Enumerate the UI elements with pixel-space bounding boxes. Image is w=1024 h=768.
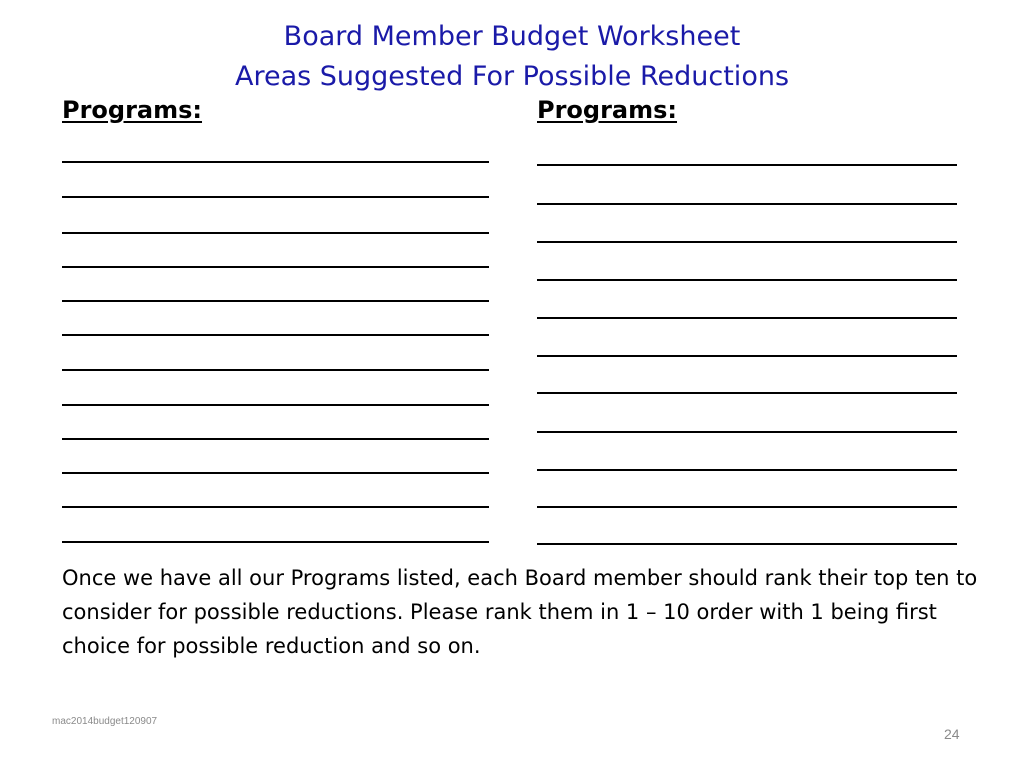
page-number: 24 [944,726,960,742]
blank-line [62,404,489,406]
blank-line [537,203,957,205]
blank-line [537,392,957,394]
blank-line [62,266,489,268]
blank-line [537,164,957,166]
blank-line [537,506,957,508]
blank-line [62,161,489,163]
blank-line [62,369,489,371]
worksheet-title: Board Member Budget Worksheet [283,21,741,52]
blank-line [537,355,957,357]
blank-line [537,469,957,471]
blank-line [537,431,957,433]
blank-line [537,279,957,281]
blank-line [537,241,957,243]
blank-line [537,317,957,319]
blank-line [62,196,489,198]
blank-line [62,300,489,302]
blank-line [62,541,489,543]
blank-line [62,506,489,508]
blank-line [62,472,489,474]
blank-line [62,438,489,440]
blank-line [537,543,957,545]
right-programs-heading: Programs: [537,96,678,124]
ranking-instructions: Once we have all our Programs listed, each Board member should rank their top ten to consider for possible reductions. Please rank them in 1 – 10 order with 1 being first choice for possible reduction and so on. [62,566,978,658]
document-id: mac2014budget120907 [52,716,158,727]
left-programs-heading: Programs: [62,96,203,124]
blank-line [62,232,489,234]
blank-line [62,334,489,336]
worksheet-subtitle: Areas Suggested For Possible Reductions [234,61,790,92]
